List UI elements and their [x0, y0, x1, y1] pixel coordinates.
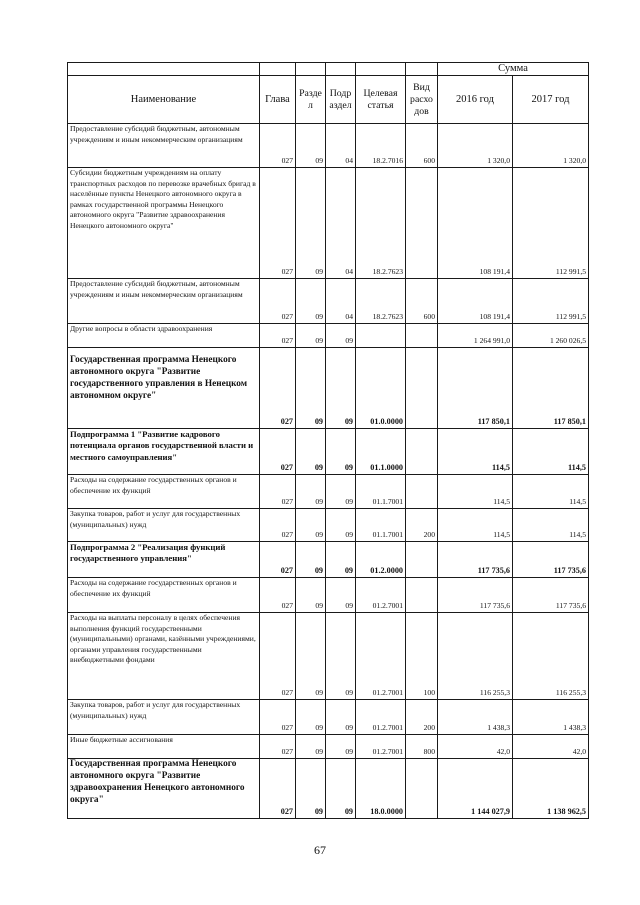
row-y2016: 108 191,4: [438, 168, 513, 279]
row-glava: 027: [260, 509, 296, 542]
row-y2016: 108 191,4: [438, 279, 513, 324]
row-glava: 027: [260, 324, 296, 348]
row-name: Расходы на выплаты персоналу в целях обеспечения выполнения функций государственными (муниципальными) органами, казёнными учреждениями, органами управления государственными внебюджетными фондами: [68, 613, 260, 700]
header-podrazdel: Подр аздел: [326, 76, 356, 124]
row-name: Другие вопросы в области здравоохранения: [68, 324, 260, 348]
row-name: Государственная программа Ненецкого автономного округа "Развитие государственного управления в Ненецком автономном округе": [68, 348, 260, 429]
row-vid: [406, 324, 438, 348]
row-y2017: 42,0: [513, 735, 589, 759]
row-target: 18.0.0000: [356, 759, 406, 819]
row-y2017: 114,5: [513, 475, 589, 509]
row-vid: 200: [406, 700, 438, 735]
row-y2017: 114,5: [513, 509, 589, 542]
row-razdel: 09: [296, 324, 326, 348]
row-podrazdel: 09: [326, 348, 356, 429]
row-y2017: 1 320,0: [513, 124, 589, 168]
row-y2016: 117 735,6: [438, 578, 513, 613]
row-y2017: 112 991,5: [513, 279, 589, 324]
row-podrazdel: 04: [326, 168, 356, 279]
row-y2016: 114,5: [438, 475, 513, 509]
header-glava: Глава: [260, 76, 296, 124]
row-podrazdel: 09: [326, 735, 356, 759]
row-vid: [406, 429, 438, 475]
row-name: Закупка товаров, работ и услуг для государственных (муниципальных) нужд: [68, 700, 260, 735]
row-name: Подпрограмма 2 "Реализация функций государственного управления": [68, 542, 260, 578]
row-name: Закупка товаров, работ и услуг для государственных (муниципальных) нужд: [68, 509, 260, 542]
row-target: 18.2.7623: [356, 279, 406, 324]
table-row: [68, 124, 589, 168]
row-target: 01.1.7001: [356, 509, 406, 542]
row-target: 01.2.0000: [356, 542, 406, 578]
row-podrazdel: 09: [326, 613, 356, 700]
row-razdel: 09: [296, 279, 326, 324]
row-vid: [406, 759, 438, 819]
row-y2017: 117 735,6: [513, 578, 589, 613]
row-glava: 027: [260, 735, 296, 759]
row-name: Предоставление субсидий бюджетным, автономным учреждениям и иным некоммерческим организациям: [68, 279, 260, 324]
table-row: [68, 168, 589, 279]
header-name: Наименование: [68, 76, 260, 124]
row-y2016: 114,5: [438, 509, 513, 542]
header-razdel: Разде л: [296, 76, 326, 124]
row-target: 01.2.7001: [356, 578, 406, 613]
row-y2016: 117 850,1: [438, 348, 513, 429]
row-vid: [406, 168, 438, 279]
row-vid: [406, 475, 438, 509]
row-y2016: 1 144 027,9: [438, 759, 513, 819]
row-y2016: 1 320,0: [438, 124, 513, 168]
row-y2017: 116 255,3: [513, 613, 589, 700]
row-razdel: 09: [296, 542, 326, 578]
row-y2017: 1 260 026,5: [513, 324, 589, 348]
row-podrazdel: 09: [326, 578, 356, 613]
row-name: Субсидии бюджетным учреждениям на оплату транспортных расходов по перевозке врачебных бригад в населённые пункты Ненецкого автономного округа в рамках государственной программы Ненецкого автономного округа "Развитие здравоохранения Ненецкого автономного округа": [68, 168, 260, 279]
row-podrazdel: 09: [326, 509, 356, 542]
row-y2016: 116 255,3: [438, 613, 513, 700]
row-podrazdel: 04: [326, 279, 356, 324]
row-target: 18.2.7623: [356, 168, 406, 279]
row-podrazdel: 09: [326, 324, 356, 348]
row-razdel: 09: [296, 168, 326, 279]
table-row: [68, 700, 589, 735]
header-y2016: 2016 год: [438, 76, 513, 124]
row-vid: 100: [406, 613, 438, 700]
row-y2016: 114,5: [438, 429, 513, 475]
table-row: [68, 542, 589, 578]
row-target: [356, 324, 406, 348]
row-glava: 027: [260, 124, 296, 168]
table-row: [68, 578, 589, 613]
row-vid: [406, 348, 438, 429]
row-y2017: 112 991,5: [513, 168, 589, 279]
row-name: Государственная программа Ненецкого автономного округа "Развитие здравоохранения Ненецкого автономного округа": [68, 759, 260, 819]
row-podrazdel: 09: [326, 700, 356, 735]
row-vid: [406, 578, 438, 613]
row-target: 01.1.7001: [356, 475, 406, 509]
row-razdel: 09: [296, 578, 326, 613]
row-target: 01.0.0000: [356, 348, 406, 429]
row-glava: 027: [260, 542, 296, 578]
row-y2017: 117 850,1: [513, 348, 589, 429]
row-target: 01.2.7001: [356, 700, 406, 735]
row-y2016: 42,0: [438, 735, 513, 759]
row-podrazdel: 09: [326, 475, 356, 509]
row-y2017: 1 438,3: [513, 700, 589, 735]
row-podrazdel: 09: [326, 759, 356, 819]
row-razdel: 09: [296, 735, 326, 759]
row-name: Подпрограмма 1 "Развитие кадрового потенциала органов государственной власти и местного самоуправления": [68, 429, 260, 475]
row-y2016: 117 735,6: [438, 542, 513, 578]
row-glava: 027: [260, 759, 296, 819]
row-name: Расходы на содержание государственных органов и обеспечение их функций: [68, 578, 260, 613]
row-y2017: 117 735,6: [513, 542, 589, 578]
row-vid: 600: [406, 279, 438, 324]
table-row: [68, 324, 589, 348]
row-vid: [406, 542, 438, 578]
row-podrazdel: 09: [326, 542, 356, 578]
table-row: [68, 759, 589, 819]
row-razdel: 09: [296, 475, 326, 509]
row-glava: 027: [260, 700, 296, 735]
row-name: Предоставление субсидий бюджетным, автономным учреждениям и иным некоммерческим организациям: [68, 124, 260, 168]
row-y2017: 1 138 962,5: [513, 759, 589, 819]
row-razdel: 09: [296, 509, 326, 542]
row-glava: 027: [260, 168, 296, 279]
table-row: [68, 613, 589, 700]
row-glava: 027: [260, 578, 296, 613]
row-glava: 027: [260, 613, 296, 700]
row-vid: 600: [406, 124, 438, 168]
header-y2017: 2017 год: [513, 76, 589, 124]
row-vid: 800: [406, 735, 438, 759]
page-number: 67: [314, 843, 326, 857]
row-razdel: 09: [296, 348, 326, 429]
row-razdel: 09: [296, 613, 326, 700]
row-glava: 027: [260, 279, 296, 324]
row-glava: 027: [260, 475, 296, 509]
header-vid: Вид расхо дов: [406, 76, 438, 124]
row-y2016: 1 264 991,0: [438, 324, 513, 348]
row-glava: 027: [260, 429, 296, 475]
row-razdel: 09: [296, 124, 326, 168]
table-row: [68, 279, 589, 324]
row-razdel: 09: [296, 759, 326, 819]
table-row: [68, 475, 589, 509]
row-target: 01.2.7001: [356, 613, 406, 700]
table-row: [68, 429, 589, 475]
table-row: [68, 735, 589, 759]
row-podrazdel: 09: [326, 429, 356, 475]
row-razdel: 09: [296, 429, 326, 475]
row-vid: 200: [406, 509, 438, 542]
row-glava: 027: [260, 348, 296, 429]
header-row: [68, 76, 589, 124]
row-y2016: 1 438,3: [438, 700, 513, 735]
header-summa: Сумма: [438, 63, 589, 76]
row-target: 01.1.0000: [356, 429, 406, 475]
row-target: 18.2.7016: [356, 124, 406, 168]
row-name: Расходы на содержание государственных органов и обеспечение их функций: [68, 475, 260, 509]
header-target: Целевая статья: [356, 76, 406, 124]
row-razdel: 09: [296, 700, 326, 735]
row-podrazdel: 04: [326, 124, 356, 168]
row-name: Иные бюджетные ассигнования: [68, 735, 260, 759]
row-y2017: 114,5: [513, 429, 589, 475]
budget-table: [67, 62, 589, 819]
header-row-top: [68, 63, 589, 76]
row-target: 01.2.7001: [356, 735, 406, 759]
table-row: [68, 348, 589, 429]
table-row: [68, 509, 589, 542]
